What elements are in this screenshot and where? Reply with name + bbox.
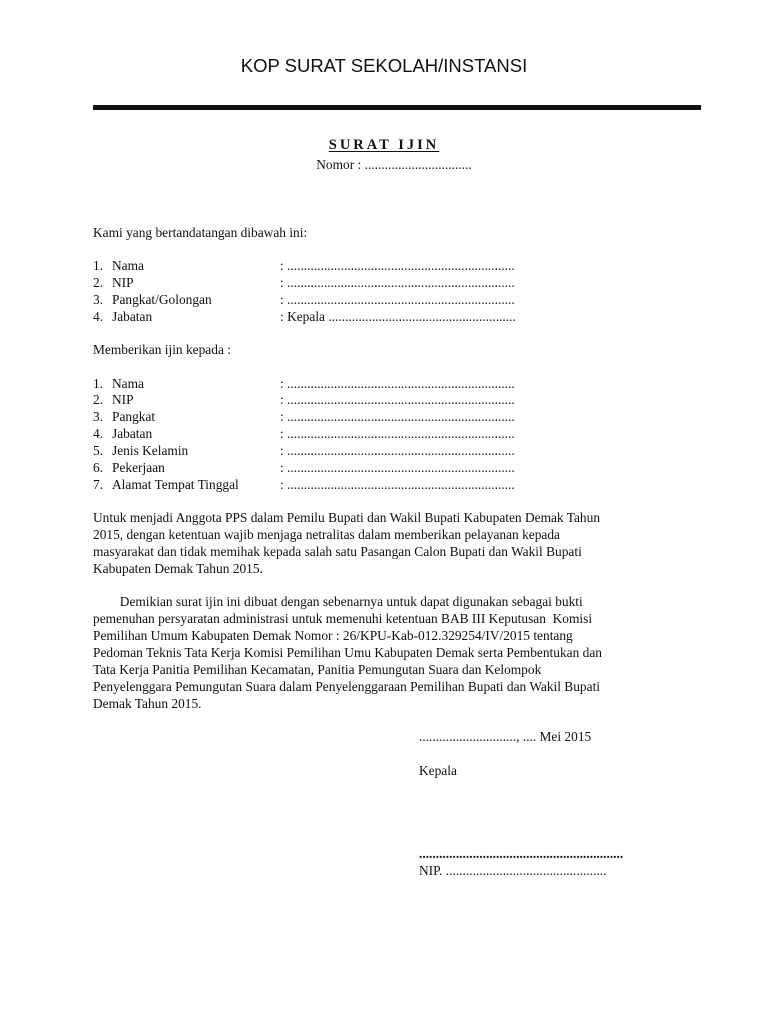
field-label: Pekerjaan	[112, 460, 165, 475]
field-label: Alamat Tempat Tinggal	[112, 477, 239, 492]
paragraph-line: Pedoman Teknis Tata Kerja Komisi Pemilihan Umu Kabupaten Demak serta Pembentukan dan	[93, 645, 602, 660]
signature-place-date: ............................., .... Mei 2015	[419, 729, 592, 744]
document-number: Nomor : ................................	[316, 157, 472, 172]
field-number: 4.	[93, 426, 104, 441]
paragraph-line: Untuk menjadi Anggota PPS dalam Pemilu Bupati dan Wakil Bupati Kabupaten Demak Tahun	[93, 510, 601, 525]
field-number: 7.	[93, 477, 104, 492]
paragraph-line: Pemilihan Umum Kabupaten Demak Nomor : 26/KPU-Kab-012.329254/IV/2015 tentang	[93, 628, 573, 643]
paragraph-line: Tata Kerja Panitia Pemilihan Kecamatan, Panitia Pemungutan Suara dan Kelompok	[93, 662, 542, 677]
field-label: Jabatan	[112, 309, 153, 324]
intro-text: Kami yang bertandatangan dibawah ini:	[93, 225, 308, 240]
field-label: NIP	[112, 275, 134, 290]
letterhead-divider	[93, 105, 701, 110]
field-value: : ....................................................................	[280, 392, 515, 407]
closing-paragraph	[93, 593, 713, 712]
letterhead-title: KOP SURAT SEKOLAH/INSTANSI	[240, 55, 528, 76]
field-number: 2.	[93, 275, 104, 290]
field-number: 1.	[93, 258, 104, 273]
field-number: 4.	[93, 309, 104, 324]
purpose-paragraph	[93, 509, 713, 577]
signature-nip-line: NIP. ................................................	[419, 863, 607, 878]
field-label: Jabatan	[112, 426, 153, 441]
field-value: : ....................................................................	[280, 477, 515, 492]
field-number: 6.	[93, 460, 104, 475]
document-title: SURAT IJIN	[328, 137, 440, 153]
field-value: : Kepala ........................................................	[280, 309, 516, 324]
field-label: Jenis Kelamin	[112, 443, 189, 458]
field-label: Pangkat/Golongan	[112, 292, 212, 307]
field-value: : ....................................................................	[280, 292, 515, 307]
paragraph-line: Kabupaten Demak Tahun 2015.	[93, 561, 263, 576]
paragraph-line: 2015, dengan ketentuan wajib menjaga netralitas dalam memberikan pelayanan kepada	[93, 527, 560, 542]
field-label: Nama	[112, 376, 144, 391]
paragraph-line: Demikian surat ijin ini dibuat dengan sebenarnya untuk dapat digunakan sebagai bukti	[93, 594, 583, 609]
paragraph-line: masyarakat dan tidak memihak kepada salah satu Pasangan Calon Bupati dan Wakil Bupati	[93, 544, 582, 559]
field-number: 3.	[93, 409, 104, 424]
field-value: : ....................................................................	[280, 443, 515, 458]
field-number: 2.	[93, 392, 104, 407]
paragraph-line: Demak Tahun 2015.	[93, 696, 202, 711]
field-label: Pangkat	[112, 409, 156, 424]
field-value: : ....................................................................	[280, 426, 515, 441]
field-value: : ....................................................................	[280, 409, 515, 424]
field-value: : ....................................................................	[280, 376, 515, 391]
field-value: : ....................................................................	[280, 460, 515, 475]
grant-intro-text: Memberikan ijin kepada :	[93, 342, 231, 357]
field-value: : ....................................................................	[280, 275, 515, 290]
field-label: Nama	[112, 258, 144, 273]
signature-name-line: .............................................................	[419, 846, 624, 861]
field-number: 1.	[93, 376, 104, 391]
paragraph-line: Penyelenggara Pemungutan Suara dalam Penyelenggaraan Pemilihan Bupati dan Wakil Bupati	[93, 679, 601, 694]
field-number: 5.	[93, 443, 104, 458]
signature-position: Kepala	[419, 763, 457, 778]
field-number: 3.	[93, 292, 104, 307]
field-label: NIP	[112, 392, 134, 407]
paragraph-line: pemenuhan persyaratan administrasi untuk memenuhi ketentuan BAB III Keputusan Komisi	[93, 611, 593, 626]
field-value: : ....................................................................	[280, 258, 515, 273]
